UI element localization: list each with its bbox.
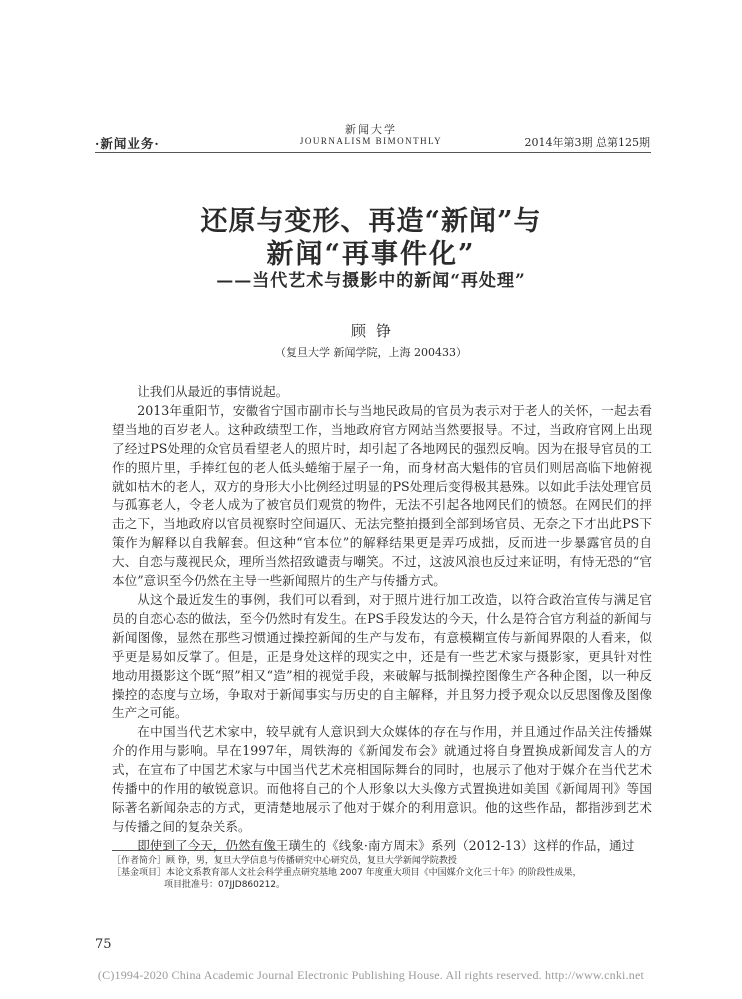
footnote-fund-continued: 项目批准号：07JJD860212。 bbox=[164, 880, 286, 890]
issue-info: 2014年第3期 总第125期 bbox=[524, 136, 650, 149]
footnote-fund: ［基金项目］本论文系教育部人文社会科学重点研究基地 2007 年度重大项目《中国媒介文化三十年》的阶段性成果， bbox=[112, 868, 582, 878]
body-paragraph: 在中国当代艺术家中，较早就有人意识到大众媒体的存在与作用，并且通过作品关注传播媒介的作用与影响。早在1997年，周铁海的《新闻发布会》就通过将自身置换成新闻发言人的方式，在宣布了中国艺术家与中国当代艺术亮相国际舞台的同时，也展示了他对于媒介在当代艺术传播中的作用的敏锐意识。而他将自己的个人形象以大头像方式置换进如美国《新闻周刊》等国际著名新闻杂志的方式，更清楚地展示了他对于媒介的利用意识。他的这些作品，都指涉到艺术与传播之间的复杂关系。 bbox=[112, 724, 652, 834]
journal-name-cn: 新闻大学 bbox=[345, 123, 397, 136]
journal-name-en: JOURNALISM BIMONTHLY bbox=[299, 136, 443, 146]
body-paragraph: 2013年重阳节，安徽省宁国市副市长与当地民政局的官员为表示对于老人的关怀，一起去看望当地的百岁老人。这种政绩型工作，当地政府官方网站当然要报导。不过，当政府官网上出现了经过PS处理的众官员看望老人的照片时，却引起了各地网民的强烈反响。因为在报导官员的工作的照片里，手捧红包的老人低头蜷缩于屋子一角，而身材高大魁伟的官员们则居高临下地俯视就如枯木的老人，双方的身形大小比例经过明显的PS处理后变得极其悬殊。以如此手法处理官员与孤寡老人，令老人成为了被官员们观赏的物件，无法不引起各地网民们的愤怒。在网民们的抨击之下，当地政府以官员视察时空间逼仄、无法完整拍摄到全部到场官员、无奈之下才出此PS下策作为解释以自我解套。但这种“官本位”的解释结果更是弄巧成拙，反而进一步暴露官员的自大、自恋与蔑视民众，理所当然招致谴责与嘲笑。不过，这波风浪也反过来证明，有恃无恐的“官本位”意识至今仍然在主导一些新闻照片的生产与传播方式。 bbox=[112, 402, 652, 589]
body-paragraph: 让我们从最近的事情说起。 bbox=[137, 384, 289, 399]
body-paragraph: 从这个最近发生的事例，我们可以看到，对于照片进行加工改造，以符合政治宣传与满足官员的自恋心态的做法，至今仍然时有发生。在PS手段发达的今天，什么是符合官方利益的新闻与新闻图像，显然在那些习惯通过操控新闻的生产与发布，有意模糊宣传与新闻界限的人看来，似乎更是易如反掌了。但是，正是身处这样的现实之中，还是有一些艺术家与摄影家，更具针对性地动用摄影这个既“照”相又“造”相的视觉手段，来破解与抵制操控图像生产各种企图，以一种反操控的态度与立场，争取对于新闻事实与历史的自主解释，并且努力授予观众以反思图像及图像生产之可能。 bbox=[112, 591, 652, 721]
footnote-rule bbox=[112, 850, 277, 851]
article-subtitle: ——当代艺术与摄影中的新闻“再处理” bbox=[216, 271, 526, 291]
body-paragraph: 即使到了今天，仍然有像王璜生的《线象·南方周末》系列（2012-13）这样的作品，通过 bbox=[137, 837, 635, 853]
article-title-line-1: 还原与变形、再造“新闻”与 bbox=[200, 206, 542, 237]
footnote-author: ［作者简介］顾 铮，男，复旦大学信息与传播研究中心研究员，复旦大学新闻学院教授 bbox=[112, 856, 457, 866]
header-rule bbox=[95, 152, 651, 153]
section-label: ·新闻业务· bbox=[95, 136, 160, 151]
author-name: 顾铮 bbox=[350, 322, 401, 340]
author-affiliation: （复旦大学 新闻学院，上海 200433） bbox=[275, 346, 467, 359]
article-title-line-2: 新闻“再事件化” bbox=[266, 239, 476, 270]
page-number: 75 bbox=[95, 937, 112, 952]
footnotes bbox=[112, 855, 632, 891]
copyright-watermark: (C)1994-2020 China Academic Journal Electronic Publishing House. All rights reserved. http://www.cnki.net bbox=[97, 968, 645, 982]
article-body bbox=[112, 383, 652, 856]
